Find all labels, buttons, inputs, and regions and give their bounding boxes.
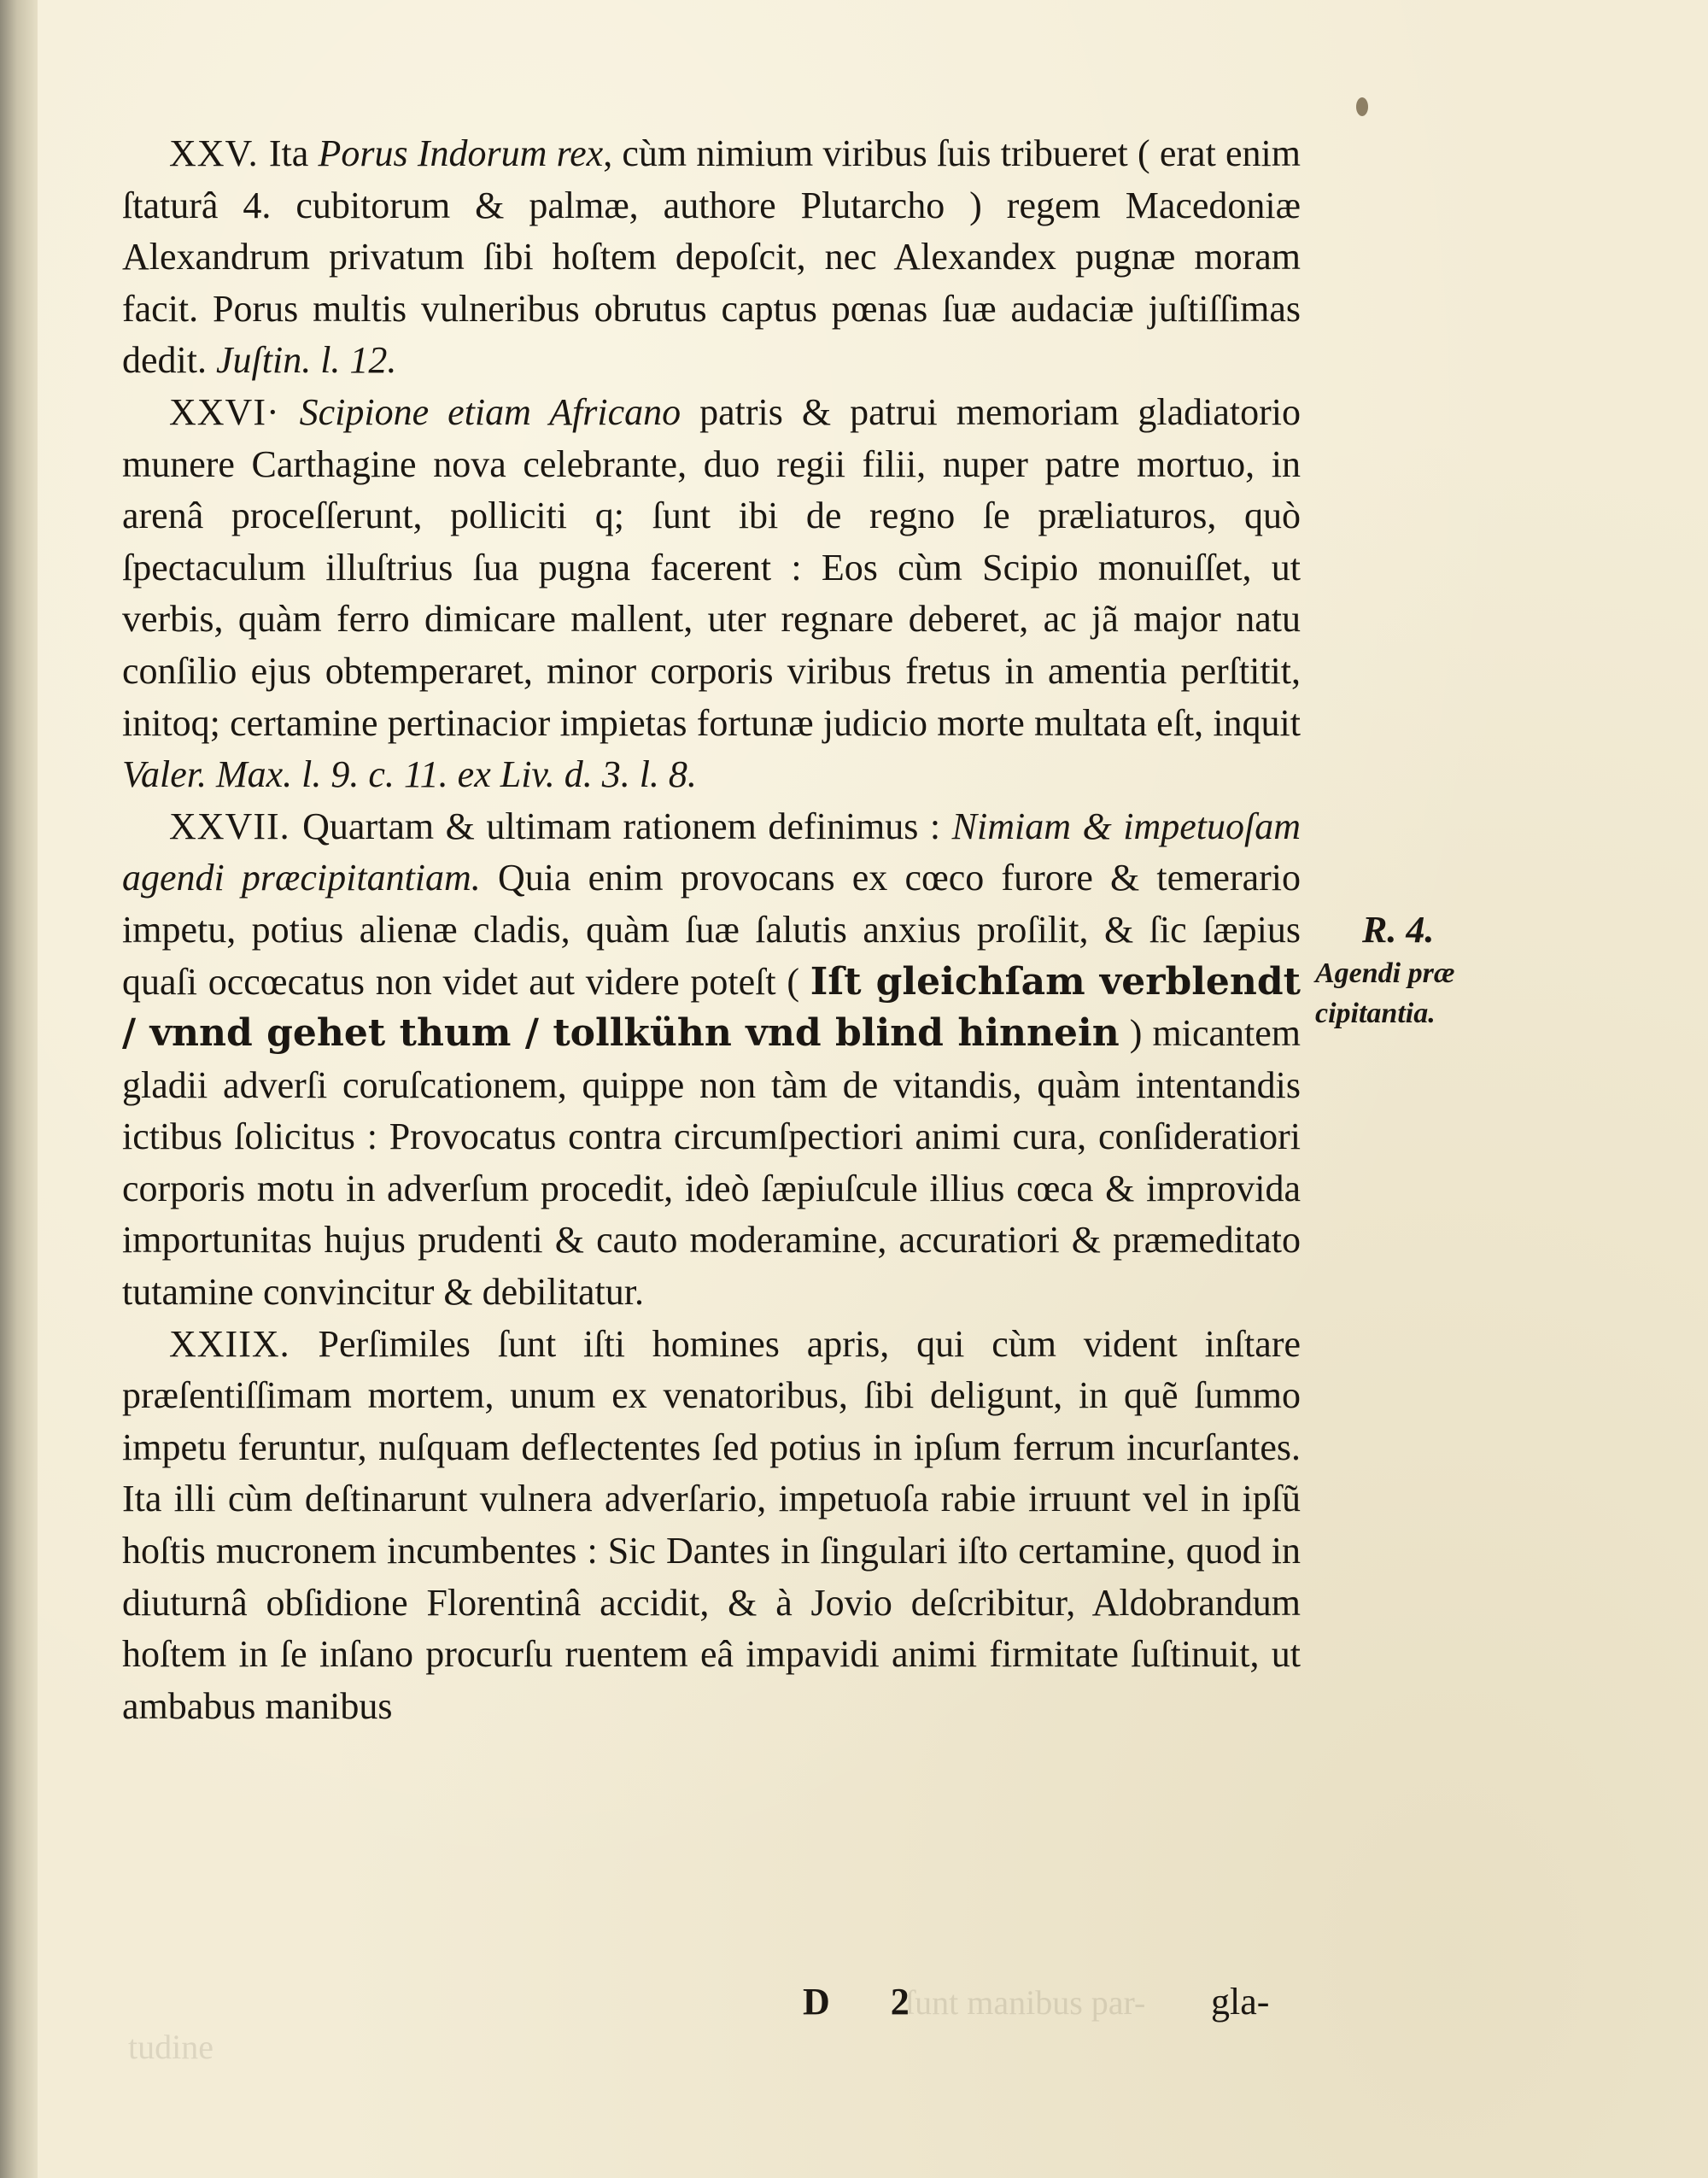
italic-run: Porus Indorum rex — [318, 132, 604, 174]
section-number: XXVI· — [169, 390, 300, 433]
margin-rule-number: R. 4. — [1362, 909, 1435, 951]
ink-fleck — [1356, 97, 1368, 116]
binding-gutter — [0, 0, 38, 2178]
paragraph-xxiix — [122, 1319, 1301, 1733]
text-run: Quartam & ultimam rationem definimus : — [302, 805, 952, 847]
citation: Valer. Max. l. 9. c. 11. ex Liv. d. 3. l. 8. — [122, 753, 697, 796]
text-run: ) micantem gladii adverſi coruſcationem, quippe non tàm de vitandis, quàm intentandis ictibus ſolicitus : Provocatus contra circumſpectiori animi cura, conſideratiori corporis motu in adverſum procedit, ideò ſæpiuſcule illius cœca & improvida importunitas hujus prudenti & cauto moderamine, accuratiori & præmeditato tutamine convincitur & debilitatur. — [122, 1012, 1301, 1314]
signature-mark: D 2 — [803, 1981, 935, 2023]
italic-run: Nimiam & impetuoſam agendi præcipitantiam. — [122, 805, 1301, 899]
italic-run: Scipione etiam Africano — [299, 390, 681, 433]
text-run: Perſimiles ſunt iſti homines apris, qui cùm vident inſtare præſentiſſimam mortem, unum ex venatoribus, ſibi deligunt, in quẽ ſummo impetu feruntur, nuſquam deflectentes ſed potius in ipſum ferrum incurſantes. Ita illi cùm deſtinarunt vulnera adverſario, impetuoſa rabie irruunt vel in ipſũ hoſtis mucronem incumbentes : Sic Dantes in ſingulari iſto certamine, quod in diuturnâ obſidione Florentinâ accidit, & à Jovio deſcribitur, Aldobrandum hoſtem in ſe inſano procurſu ruentem eâ impavidi animi firmitate ſuſtinuit, ut ambabus manibus — [122, 1322, 1301, 1727]
paragraph-xxvi — [122, 387, 1301, 801]
text-run: patris & patrui memoriam gladiatorio munere Carthagine nova celebrante, duo regii filii, nuper patre mortuo, in arenâ proceſſerunt, polliciti q; ſunt ibi de regno ſe præliaturos, quò ſpectaculum illuſtrius ſua pugna facerent : Eos cùm Scipio monuiſſet, ut verbis, quàm ferro dimicare mallent, uter regnare deberet, ac jã major natu conſilio ejus obtemperaret, minor corporis viribus fretus in amentia perſtitit, initoq; certamine pertinacior impietas fortunæ judicio morte multata eſt, inquit — [122, 390, 1301, 744]
bleed-through-text: ſunt manibus par- — [905, 1983, 1146, 2022]
margin-note-line: Agendi præ — [1315, 957, 1455, 989]
german-gloss: Iſt gleichſam verblendt / vnnd gehet thum / tollkühn vnd blind hinnein — [122, 959, 1301, 1056]
text-run: , cùm nimium viribus ſuis tribueret ( erat enim ſtaturâ 4. cubitorum & palmæ, authore Plutarcho ) regem Macedoniæ Alexandrum privatum ſibi hoſtem depoſcit, nec Alexandex pugnæ moram facit. Porus multis vulneribus obrutus captus pœnas ſuæ audaciæ juſtiſſimas dedit. — [122, 132, 1301, 382]
main-text — [122, 128, 1301, 1732]
text-run: Quia enim provocans ex cœco furore & temerario impetu, potius alienæ cladis, quàm ſuæ ſalutis anxius proſilit, & ſic ſæpius quaſi occœcatus non videt aut videre poteſt ( — [122, 857, 1301, 1003]
section-number: XXV. — [169, 132, 269, 174]
paragraph-xxvii — [122, 801, 1301, 1319]
margin-note-line: cipitantia. — [1315, 998, 1436, 1029]
citation: Juſtin. l. 12. — [215, 339, 397, 382]
paragraph-xxv — [122, 128, 1301, 387]
section-number: XXVII. — [169, 805, 303, 847]
bleed-through-text: tudine — [128, 2028, 214, 2066]
text-run: Ita — [268, 132, 319, 174]
section-number: XXIIX. — [169, 1322, 319, 1365]
catchword: gla- — [1211, 1981, 1270, 2023]
